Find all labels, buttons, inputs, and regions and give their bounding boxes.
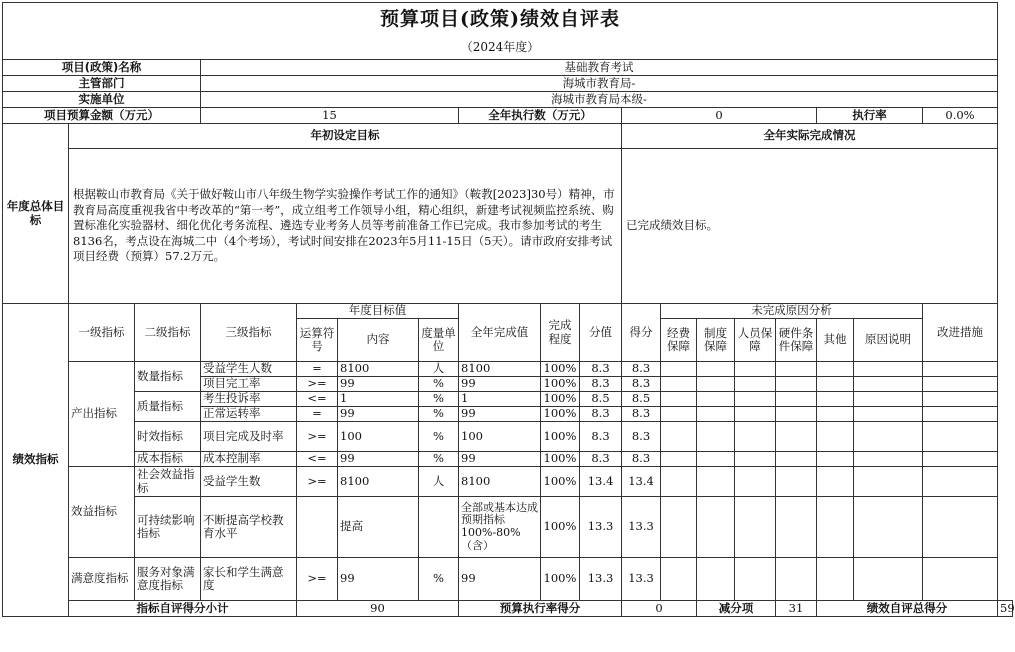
actual-cell: 8100 [459,362,541,377]
score-value-cell: 8.5 [580,392,622,407]
content-header: 内容 [338,319,419,362]
improvement-header: 改进措施 [923,304,998,362]
executed-value: 0 [622,108,817,124]
reason-funding-header: 经费保障 [661,319,697,362]
score-value-cell: 13.3 [580,497,622,558]
budget-label: 项目预算金额（万元） [3,108,201,124]
initial-goal-header: 年初设定目标 [69,124,622,149]
level3-cell: 正常运转率 [201,407,297,422]
operator-cell: >= [297,467,338,497]
score-cell: 13.3 [622,558,661,601]
completion-cell: 100% [541,452,580,467]
annual-target-header: 年度目标值 [297,304,459,319]
unit-label: 实施单位 [3,92,201,108]
completion-cell: 100% [541,377,580,392]
actual-cell: 99 [459,452,541,467]
unit-cell: % [419,377,459,392]
score-value-cell: 8.3 [580,452,622,467]
group-service: 服务对象满意度指标 [135,558,201,601]
unit-cell: % [419,558,459,601]
project-name-value: 基础教育考试 [201,60,998,76]
content-cell: 1 [338,392,419,407]
completion-cell: 100% [541,392,580,407]
reason-staff-header: 人员保障 [735,319,776,362]
table-row [3,362,1013,377]
score-header: 得分 [622,304,661,362]
level3-cell: 成本控制率 [201,452,297,467]
level3-cell: 受益学生数 [201,467,297,497]
table-row [3,452,1013,467]
executed-label: 全年执行数（万元） [459,108,622,124]
table-row [3,558,1013,601]
department-label: 主管部门 [3,76,201,92]
actual-cell: 99 [459,407,541,422]
report-year: （2024年度） [3,37,998,60]
content-cell: 8100 [338,467,419,497]
score-cell: 8.3 [622,362,661,377]
rate-value: 0.0% [923,108,998,124]
reason-other-header: 其他 [817,319,854,362]
level3-cell: 不断提高学校教育水平 [201,497,297,558]
total-score-label: 绩效自评总得分 [817,601,998,617]
unit-value: 海城市教育局本级- [201,92,998,108]
score-value-cell: 8.3 [580,377,622,392]
group-satisfaction: 满意度指标 [69,558,135,601]
actual-completion-header: 全年实际完成情况 [622,124,998,149]
unit-cell: % [419,452,459,467]
actual-cell: 1 [459,392,541,407]
completion-header: 完成程度 [541,304,580,362]
operator-cell: >= [297,377,338,392]
operator-cell: = [297,407,338,422]
score-value-cell: 13.3 [580,558,622,601]
group-quantity: 数量指标 [135,362,201,392]
score-cell: 8.5 [622,392,661,407]
level3-header: 三级指标 [201,304,297,362]
operator-cell: >= [297,422,338,452]
content-cell: 99 [338,452,419,467]
content-cell: 8100 [338,362,419,377]
content-cell: 100 [338,422,419,452]
completion-cell: 100% [541,362,580,377]
score-value-cell: 8.3 [580,422,622,452]
initial-goal-text: 根据鞍山市教育局《关于做好鞍山市八年级生物学实验操作考试工作的通知》（鞍教[2023]30号）精神，市教育局高度重视我省中考改革的“第一考”，成立组考工作领导小组，精心组织，新建考试视频监控系统、购置标准化实验器材、细化优化考务流程、遴选专业考务人员等考前准备工作已完成。我市参加考试的考生8136名，考点设在海城二中（4个考场），考试时间安排在2023年5月11-15日（5天）。请市政府安排考试项目经费（预算）57.2万元。 [69,149,622,304]
table-row [3,467,1013,497]
deduct-label: 减分项 [697,601,776,617]
performance-indicators-label: 绩效指标 [3,304,69,617]
level3-cell: 项目完工率 [201,377,297,392]
annual-goal-label: 年度总体目标 [3,124,69,304]
operator-cell: = [297,362,338,377]
subtotal-value: 90 [297,601,459,617]
score-cell: 13.4 [622,467,661,497]
score-cell: 8.3 [622,422,661,452]
group-timeliness: 时效指标 [135,422,201,452]
unit-header: 度量单位 [419,319,459,362]
content-cell: 提高 [338,497,419,558]
completion-cell: 100% [541,558,580,601]
exec-score-value: 0 [622,601,697,617]
unit-cell: % [419,422,459,452]
unit-cell: % [419,407,459,422]
level1-header: 一级指标 [69,304,135,362]
total-score-value: 59 [998,601,1013,617]
group-benefit: 效益指标 [69,467,135,558]
unit-cell: 人 [419,467,459,497]
subtotal-label: 指标自评得分小计 [69,601,297,617]
content-cell: 99 [338,558,419,601]
actual-value-header: 全年完成值 [459,304,541,362]
completion-cell: 100% [541,422,580,452]
project-name-label: 项目(政策)名称 [3,60,201,76]
score-cell: 8.3 [622,377,661,392]
operator-cell: <= [297,392,338,407]
level3-cell: 受益学生人数 [201,362,297,377]
operator-header: 运算符号 [297,319,338,362]
table-row [3,497,1013,558]
score-value-cell: 8.3 [580,362,622,377]
level3-cell: 家长和学生满意度 [201,558,297,601]
group-quality: 质量指标 [135,392,201,422]
group-cost: 成本指标 [135,452,201,467]
actual-cell: 99 [459,377,541,392]
operator-cell: <= [297,452,338,467]
score-value-cell: 13.4 [580,467,622,497]
reason-explain-header: 原因说明 [854,319,923,362]
group-output: 产出指标 [69,362,135,467]
score-cell: 8.3 [622,452,661,467]
budget-value: 15 [201,108,459,124]
score-cell: 8.3 [622,407,661,422]
group-social: 社会效益指标 [135,467,201,497]
table-row [3,422,1013,452]
completion-cell: 100% [541,497,580,558]
level3-cell: 考生投诉率 [201,392,297,407]
operator-cell: >= [297,558,338,601]
content-cell: 99 [338,377,419,392]
score-cell: 13.3 [622,497,661,558]
exec-score-label: 预算执行率得分 [459,601,622,617]
reason-hardware-header: 硬件条件保障 [776,319,817,362]
department-value: 海城市教育局- [201,76,998,92]
level2-header: 二级指标 [135,304,201,362]
evaluation-sheet [2,2,1013,648]
reason-analysis-header: 未完成原因分析 [661,304,923,319]
level3-cell: 项目完成及时率 [201,422,297,452]
completion-cell: 100% [541,467,580,497]
unit-cell: % [419,392,459,407]
operator-cell [297,497,338,558]
reason-system-header: 制度保障 [697,319,735,362]
group-sustainable: 可持续影响指标 [135,497,201,558]
deduct-value: 31 [776,601,817,617]
evaluation-table [2,2,1013,617]
rate-label: 执行率 [817,108,923,124]
unit-cell: 人 [419,362,459,377]
table-row [3,392,1013,407]
summary-row [3,601,1013,617]
score-value-header: 分值 [580,304,622,362]
page-title: 预算项目(政策)绩效自评表 [3,3,998,38]
score-value-cell: 8.3 [580,407,622,422]
actual-cell: 8100 [459,467,541,497]
actual-cell: 100 [459,422,541,452]
actual-cell: 99 [459,558,541,601]
actual-completion-text: 已完成绩效目标。 [622,149,998,304]
completion-cell: 100% [541,407,580,422]
actual-cell: 全部或基本达成预期指标100%-80%（含） [459,497,541,558]
unit-cell [419,497,459,558]
content-cell: 99 [338,407,419,422]
